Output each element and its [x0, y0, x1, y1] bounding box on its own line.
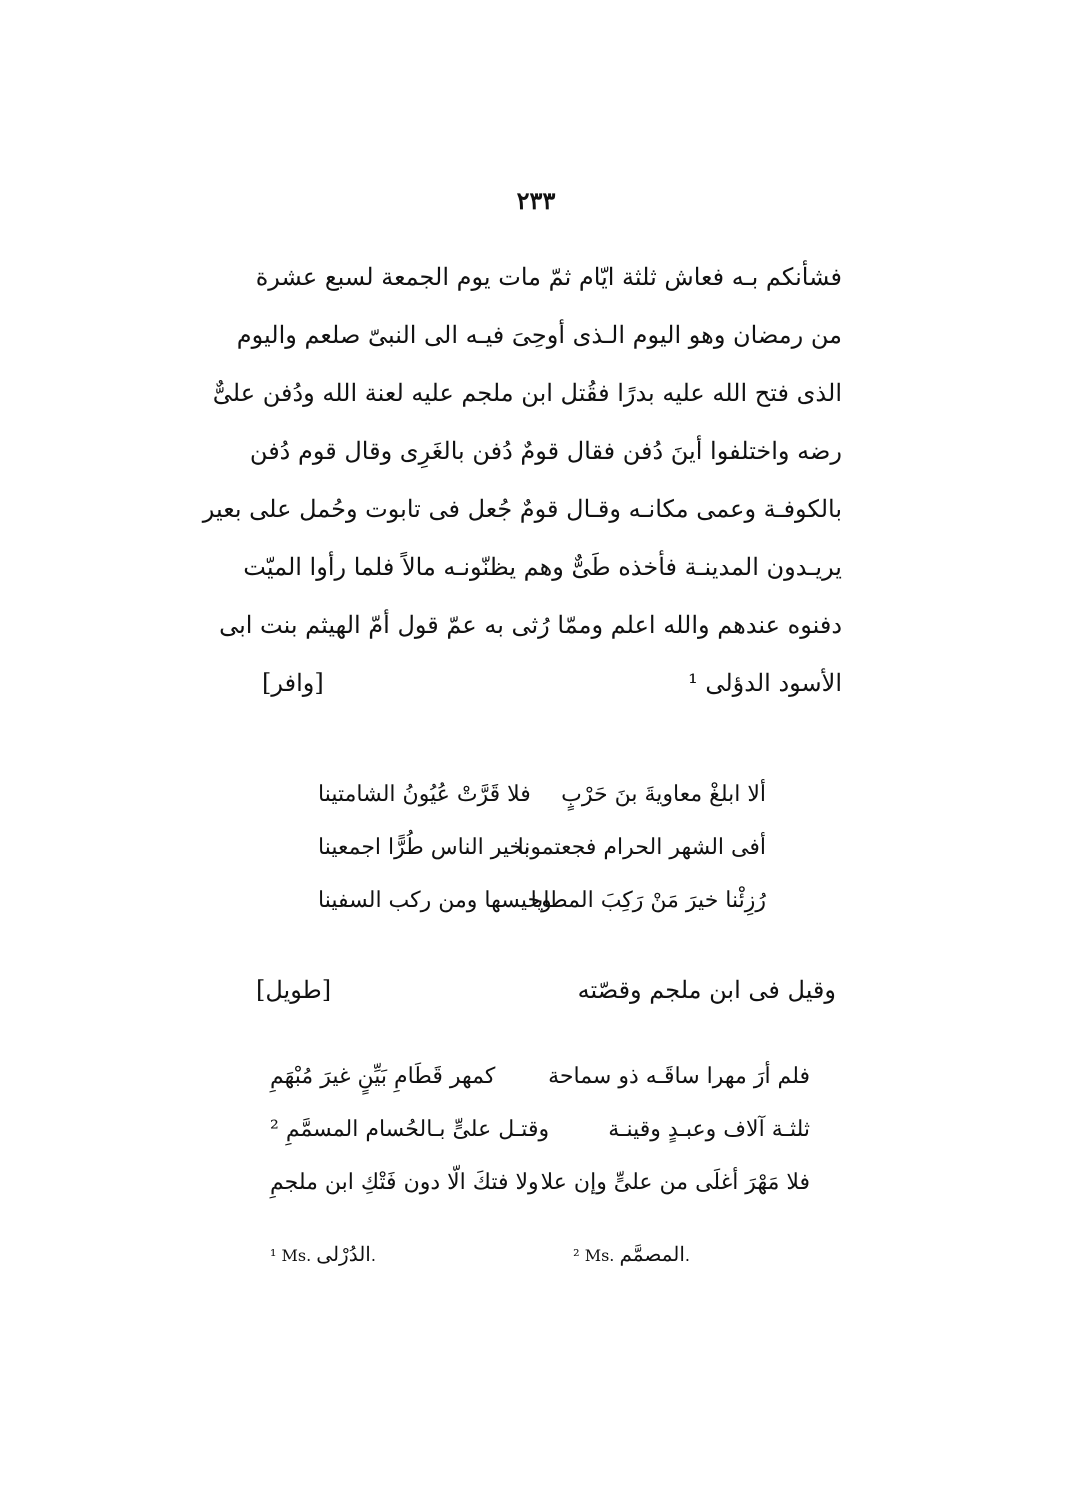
- prose-paragraph: [202, 248, 842, 712]
- attribution-row: [262, 654, 842, 712]
- verse: [270, 1156, 810, 1209]
- prose-line: رضه واختلفوا أينَ دُفن فقال قومٌ دُفن بالغَرِى وقال قوم دُفن: [249, 437, 842, 465]
- footnote-word: المصمَّم: [619, 1242, 685, 1266]
- meter-label: [طويل]: [256, 976, 332, 1004]
- page-number: ٢٣٣: [516, 186, 556, 215]
- footnote-word: الدُرْلى: [316, 1242, 371, 1266]
- prose-line: دفنوه عندهم والله اعلم وممّا رُثى به عمّ قول أمّ الهيثم بنت ابى: [219, 611, 842, 639]
- section-heading: وقيل فى ابن ملجم وقصّته: [577, 976, 836, 1004]
- verse: [318, 821, 766, 874]
- verse: [318, 768, 766, 821]
- verse: [270, 1050, 810, 1103]
- verse: [270, 1103, 810, 1156]
- verse: [318, 874, 766, 927]
- first-hemistich: أفى الشهر الحرام فجعتمونا: [517, 835, 766, 860]
- second-hemistich: وخيسها ومن ركب السفينا: [318, 888, 552, 913]
- prose-line: الذى فتح الله عليه بدرًا فقُتل ابن ملجم عليه لعنة الله ودُفن علىٌّ: [212, 379, 842, 407]
- prose-line: بالكوفـة وعمى مكانـه وقـال قومٌ جُعل فى تابوت وحُمل على بعير: [202, 495, 842, 523]
- prose-line: يريـدون المدينـة فأخذه طَىٌّ وهم يظنّونـه مالاً فلما رأوا الميّت: [243, 553, 842, 581]
- second-hemistich: فلا قَرَّتْ عُيُونُ الشامتينا: [318, 782, 531, 807]
- footnote-marker: ²: [573, 1246, 580, 1265]
- first-hemistich: فلم أرَ مهرا ساقَـه ذو سماحة: [548, 1064, 810, 1089]
- footnote-label: Ms.: [281, 1246, 312, 1265]
- prose-line: من رمضان وهو اليوم الـذى أوحِىَ فيـه الى النبىّ صلعم واليوم: [236, 321, 842, 349]
- footnote-marker: ¹: [270, 1246, 277, 1265]
- first-hemistich: رُزِئْنا خيرَ مَنْ رَكِبَ المطايا: [530, 888, 766, 913]
- second-hemistich: كمهر قَطَامِ بَيِّنٍ غيرَ مُبْهَمِ: [270, 1064, 496, 1089]
- footnote: ² Ms. المصمَّم.: [573, 1242, 690, 1266]
- prose-line: فشأنكم بـه فعاش ثلثة ايّام ثمّ مات يوم الجمعة لسبع عشرة: [255, 263, 842, 291]
- second-hemistich: ولا فتكَ الّا دون فَتْكِ ابن ملجمِ: [270, 1170, 539, 1195]
- meter-label: [وافر]: [262, 669, 324, 697]
- footnotes: [270, 1236, 690, 1272]
- poet-attribution: الأسود الدؤلى ¹: [688, 669, 842, 697]
- first-hemistich: فلا مَهْرَ أغلَى من علىٍّ وإن علا: [540, 1170, 810, 1195]
- footnote: ¹ Ms. الدُرْلى.: [270, 1242, 376, 1266]
- poem-wafir: [318, 768, 766, 927]
- second-hemistich: بخير الناس طُرًّا اجمعينا: [318, 835, 530, 860]
- poem-tawil: [270, 1050, 810, 1209]
- section-heading-row: [256, 962, 836, 1018]
- first-hemistich: ثلثـة آلاف وعبـدٍ وقينـة: [608, 1117, 810, 1142]
- footnote-label: Ms.: [584, 1246, 615, 1265]
- first-hemistich: ألا ابلغْ معاويةَ بنَ حَرْبٍ: [561, 782, 766, 807]
- second-hemistich: وقتـل علىٍّ بـالحُسام المسمَّمِ ²: [270, 1117, 550, 1142]
